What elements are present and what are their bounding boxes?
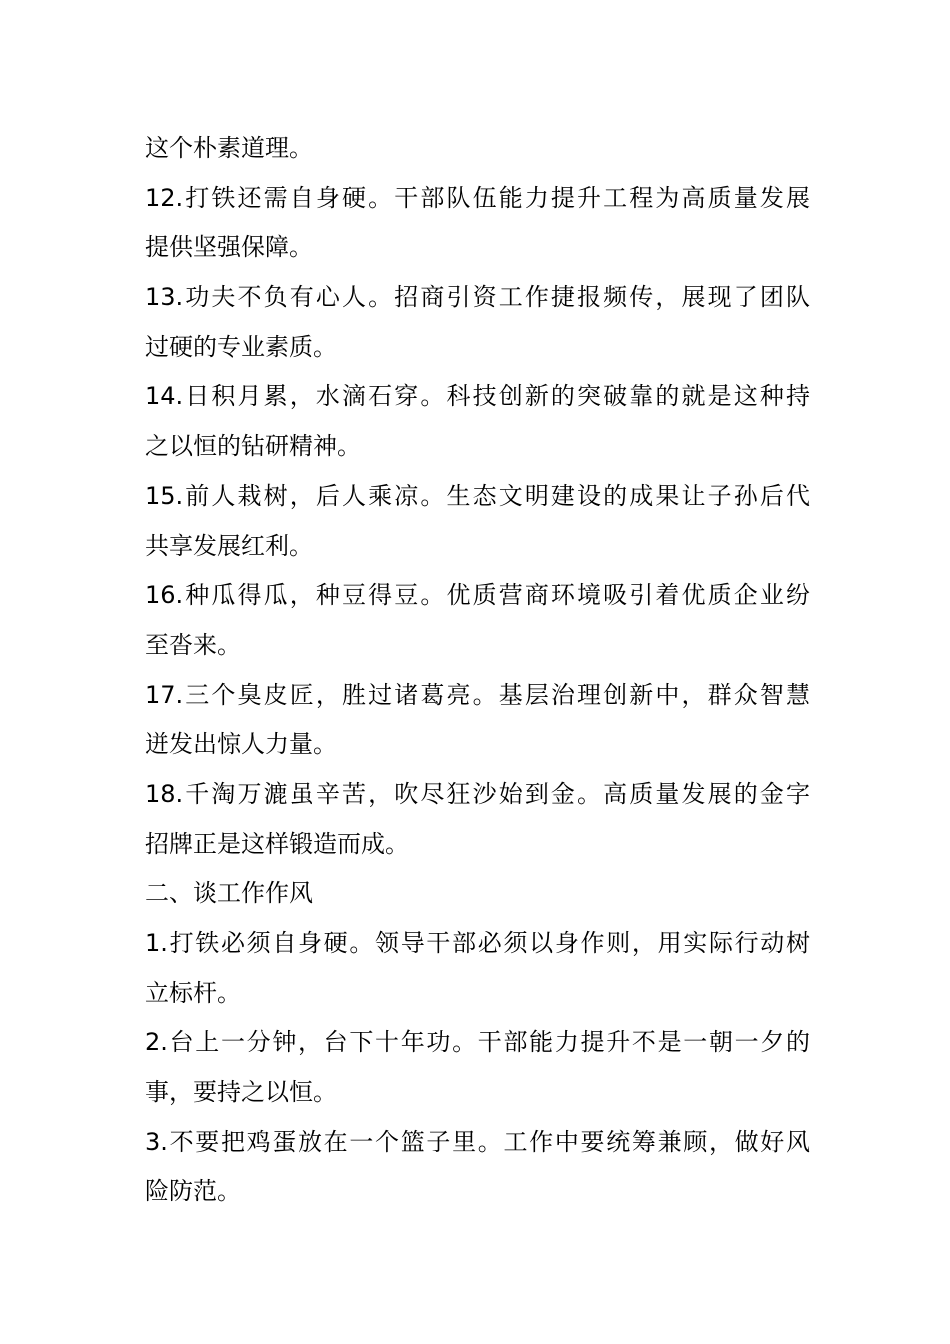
- paragraph-line: 13.功夫不负有心人。招商引资工作捷报频传，展现了团队: [145, 283, 810, 312]
- paragraph-line: 至沓来。: [145, 630, 241, 659]
- paragraph-line: 招牌正是这样锻造而成。: [145, 829, 409, 858]
- paragraph-line: 提供坚强保障。: [145, 233, 313, 262]
- paragraph-line: 12.打铁还需自身硬。干部队伍能力提升工程为高质量发展: [145, 183, 810, 212]
- section-heading: 二、谈工作作风: [145, 879, 313, 908]
- paragraph-line: 18.千淘万漉虽辛苦，吹尽狂沙始到金。高质量发展的金字: [145, 779, 810, 808]
- paragraph-line: 之以恒的钻研精神。: [145, 432, 361, 461]
- paragraph-line: 共享发展红利。: [145, 531, 313, 560]
- paragraph-line: 过硬的专业素质。: [145, 332, 337, 361]
- paragraph-line: 14.日积月累，水滴石穿。科技创新的突破靠的就是这种持: [145, 382, 810, 411]
- paragraph-line: 事，要持之以恒。: [145, 1078, 337, 1107]
- paragraph-line: 险防范。: [145, 1177, 241, 1206]
- document-body: [145, 124, 810, 1217]
- paragraph-line: 15.前人栽树，后人乘凉。生态文明建设的成果让子孙后代: [145, 481, 810, 510]
- paragraph-line: 16.种瓜得瓜，种豆得豆。优质营商环境吸引着优质企业纷: [145, 581, 810, 610]
- paragraph-line: 迸发出惊人力量。: [145, 730, 337, 759]
- paragraph-line: 立标杆。: [145, 978, 241, 1007]
- paragraph-line: 2.台上一分钟，台下十年功。干部能力提升不是一朝一夕的: [145, 1028, 810, 1057]
- paragraph-line: 3.不要把鸡蛋放在一个篮子里。工作中要统筹兼顾，做好风: [145, 1127, 810, 1156]
- paragraph-line: 1.打铁必须自身硬。领导干部必须以身作则，用实际行动树: [145, 929, 810, 957]
- paragraph-line: 这个朴素道理。: [145, 134, 313, 162]
- paragraph-line: 17.三个臭皮匠，胜过诸葛亮。基层治理创新中，群众智慧: [145, 680, 810, 709]
